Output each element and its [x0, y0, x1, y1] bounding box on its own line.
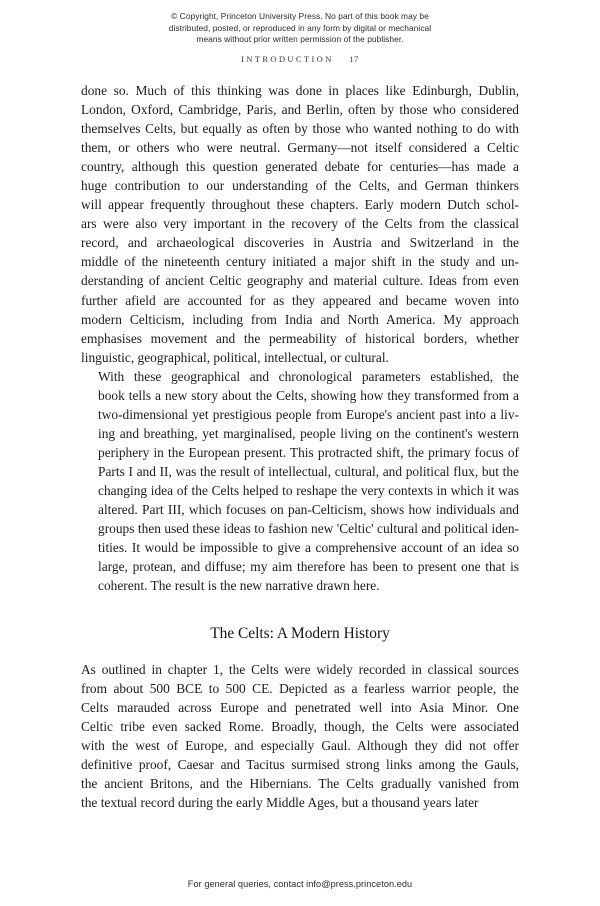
paragraph-2	[81, 367, 519, 596]
copyright-line-1: © Copyright, Princeton University Press. No part of this book may be	[171, 11, 429, 21]
text-line: Celts marauded across Europe and penetrated well into Asia Minor. One	[81, 700, 519, 716]
paragraph-3	[81, 660, 519, 812]
paragraph-1	[81, 81, 519, 367]
text-line: further afield are accounted for as they appeared and became woven into	[81, 292, 519, 308]
text-line: Parts I and II, was the result of intellectual, cultural, and political flux, but the	[98, 463, 519, 479]
text-line: with the west of Europe, and especially Gaul. Although they did not offer	[81, 738, 519, 754]
text-line: Celtic tribe even sacked Rome. Broadly, though, the Celts were associated	[81, 719, 519, 735]
text-line: from about 500 BCE to 500 CE. Depicted as a fearless warrior people, the	[81, 681, 519, 697]
text-line: modern Celticism, including from India and North America. My approach	[81, 311, 519, 327]
text-line: tities. It would be impossible to give a comprehensive account of an idea so	[98, 540, 519, 556]
text-line: will appear frequently throughout these chapters. Early modern Dutch schol-	[81, 197, 519, 213]
text-line: record, and archaeological discoveries in Austria and Switzerland in the	[81, 235, 519, 251]
text-line: derstanding of ancient Celtic geography and material culture. Ideas from even	[81, 273, 519, 289]
text-line: done so. Much of this thinking was done in places like Edinburgh, Dublin,	[81, 83, 519, 98]
text-line: altered. Part III, which focuses on pan-Celticism, shows how individuals and	[98, 502, 519, 518]
text-line: country, although this question generated debate for centuries—has made a	[81, 159, 519, 175]
text-line: periphery in the European present. This protracted shift, the primary focus of	[98, 444, 519, 460]
text-line: emphasises movement and the permeability of historical borders, whether	[81, 330, 519, 346]
text-line: definitive proof, Caesar and Tacitus surmised strong links among the Gauls,	[81, 757, 519, 773]
running-head-label: INTRODUCTION	[241, 54, 334, 64]
text-line: the ancient Britons, and the Hibernians. The Celts gradually vanished from	[81, 776, 519, 792]
copyright-notice	[92, 11, 508, 46]
page-number: 17	[349, 54, 359, 64]
text-line: middle of the nineteenth century initiated a major shift in the study and un-	[81, 254, 519, 270]
text-line: the textual record during the early Middle Ages, but a thousand years later	[81, 795, 479, 811]
text-line: As outlined in chapter 1, the Celts were widely recorded in classical sources	[81, 662, 519, 677]
text-line: huge contribution to our understanding of the Celts, and German thinkers	[81, 178, 519, 194]
text-line: ing and breathing, yet marginalised, people living on the continent's western	[98, 425, 519, 441]
text-line: linguistic, geographical, political, intellectual, or cultural.	[81, 349, 389, 365]
section-text-column	[81, 660, 519, 812]
text-line: coherent. The result is the new narrative drawn here.	[98, 578, 380, 594]
text-line: two-dimensional yet prestigious people from Europe's ancient past into a liv-	[98, 406, 519, 422]
text-line: them, or others who were neutral. Germany—not itself considered a Celtic	[81, 140, 519, 156]
copyright-line-2: distributed, posted, or reproduced in any form by digital or mechanical	[168, 22, 432, 33]
text-line: book tells a new story about the Celts, showing how they transformed from a	[98, 387, 519, 403]
text-line: With these geographical and chronological parameters established, the	[98, 368, 519, 384]
text-line: London, Oxford, Cambridge, Paris, and Berlin, often by those who considered	[81, 102, 519, 118]
page-footer: For general queries, contact info@press.princeton.edu	[187, 879, 413, 889]
running-head	[0, 54, 600, 64]
copyright-line-3: means without prior written permission of the publisher.	[196, 34, 404, 45]
text-line: changing idea of the Celts helped to reshape the very contexts in which it was	[98, 482, 519, 498]
text-line: large, protean, and diffuse; my aim therefore has been to present one that is	[98, 559, 519, 575]
body-text-column	[81, 81, 519, 595]
text-line: themselves Celts, but equally as often by those who wanted nothing to do with	[81, 121, 519, 137]
text-line: groups then used these ideas to fashion new 'Celtic' cultural and political iden-	[98, 521, 519, 537]
text-line: ars were also very important in the recovery of the Celts from the classical	[81, 216, 519, 232]
section-heading: The Celts: A Modern History	[210, 625, 390, 642]
